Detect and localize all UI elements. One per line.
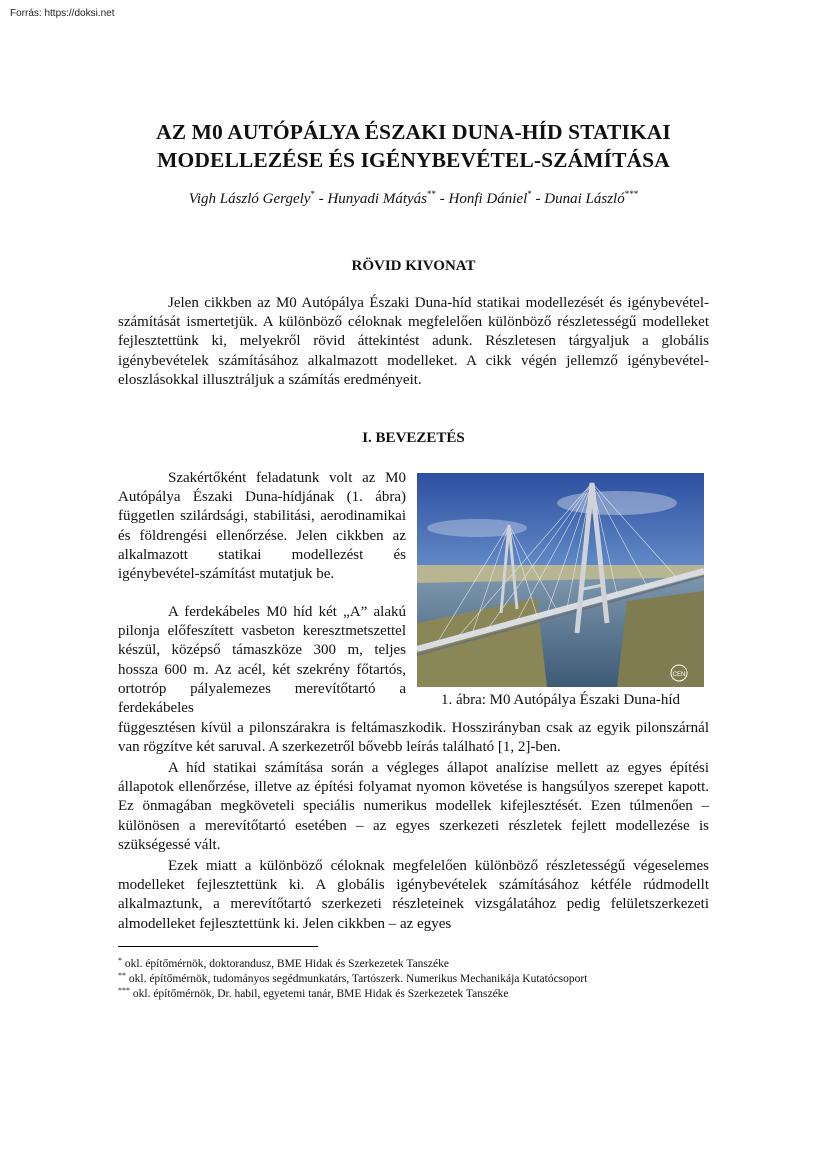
title-line-1: AZ M0 AUTÓPÁLYA ÉSZAKI DUNA-HÍD STATIKAI (156, 120, 671, 144)
footnote (118, 983, 509, 1002)
source-note: Forrás: https://doksi.net (10, 8, 115, 19)
figure-caption: 1. ábra: M0 Autópálya Északi Duna-híd (440, 692, 681, 708)
author-name: Hunyadi Mátyás (327, 191, 428, 207)
author-line (100, 189, 727, 208)
author-separator: - (531, 191, 545, 207)
author-separator: - (314, 191, 328, 207)
abstract-text: Jelen cikkben az M0 Autópálya Északi Duna-híd statikai modellezését és igénybevétel-számítását ismertetjük. A különböző céloknak megfelelően különböző részletességű modelleket fejlesztettünk ki, melyekről rövid áttekintést adunk. Részletesen tárgyaljuk a globális igénybevételek számításához alkalmazott modelleket. A cikk végén jellemző igénybevétel-eloszlásokkal illusztráljuk a számítás eredményeit. (118, 295, 709, 388)
author-mark: * (310, 189, 315, 199)
page-title (100, 118, 727, 174)
footnote-text: okl. építőmérnök, tudományos segédmunkatárs, Tartószerk. Numerikus Mechanikája Kutatócsoport (128, 973, 588, 985)
footnote-divider (118, 946, 318, 947)
intro-paragraph-2a: A ferdekábeles M0 híd két „A” alakú pilonja előfeszített vasbeton keresztmetszettel készül, középső támaszköze 300 m, teljes hossza 600 m. Az acél, két szekrény főtartós, ortotróp pályalemezes merevítőtartó a ferdekábeles (118, 604, 406, 717)
intro-paragraph-4: Ezek miatt a különböző céloknak megfelelően különböző részletességű végeselemes modelleket fejlesztettünk ki. A globális igénybevételek számításához kétféle rúdmodellt alkalmaztunk, a merevítőtartó szerkezeti részleteinek vizsgálatához pedig felületszerkezeti almodelleket fejlesztettünk ki. Jelen cikkben – az egyes (118, 858, 709, 932)
author-mark: ** (427, 189, 437, 199)
section-heading-intro: I. BEVEZETÉS (362, 430, 465, 446)
cen-logo-text: CEN (672, 672, 686, 678)
footnote-mark: ** (118, 971, 126, 980)
footnote-text: okl. építőmérnök, doktorandusz, BME Hidak és Szerkezetek Tanszéke (124, 958, 449, 970)
author-name: Vigh László Gergely (188, 191, 311, 207)
right-bank (617, 591, 704, 687)
footnote-mark: *** (118, 986, 130, 995)
intro-paragraph-2b: függesztésen kívül a pilonszárakra is feltámaszkodik. Hosszirányban csak az egyik pilonszárnál van rögzítve két saruval. A szerkezetről bővebb leírás található [1, 2]-ben. (118, 720, 709, 756)
title-line-2: MODELLEZÉSE ÉS IGÉNYBEVÉTEL-SZÁMÍTÁSA (157, 148, 670, 172)
footnote-mark: * (118, 956, 122, 965)
author-mark: * (527, 189, 532, 199)
intro-paragraph-1: Szakértőként feladatunk volt az M0 Autópálya Északi Duna-hídjának (1. ábra) független szilárdsági, stabilitási, aerodinamikai és földrengési ellenőrzése. Jelen cikkben az alkalmazott statikai modellezést és igénybevétel-számítást mutatjuk be. (118, 470, 406, 583)
author-name: Honfi Dániel (448, 191, 528, 207)
intro-paragraph-3: A híd statikai számítása során a végleges állapot analízise mellett az egyes építési állapotok ellenőrzése, illetve az építési folyamat nyomon követése is hangsúlyos szerepet kapott. Ez önmagában megköveteli speciális numerikus modellek kifejlesztését. Ezen túlmenően – különösen a merevítőtartó esetében – az egyes szerkezeti részletek fejlett modellezése is szükségessé vált. (118, 760, 709, 853)
footnote-text: okl. építőmérnök, Dr. habil, egyetemi tanár, BME Hidak és Szerkezetek Tanszéke (132, 988, 509, 1000)
bridge-figure (417, 473, 704, 687)
author-name: Dunai László (544, 191, 625, 207)
bridge-illustration (417, 473, 704, 687)
author-separator: - (436, 191, 449, 207)
cloud (557, 491, 677, 515)
author-mark: *** (624, 189, 639, 199)
abstract-heading: RÖVID KIVONAT (351, 258, 476, 274)
